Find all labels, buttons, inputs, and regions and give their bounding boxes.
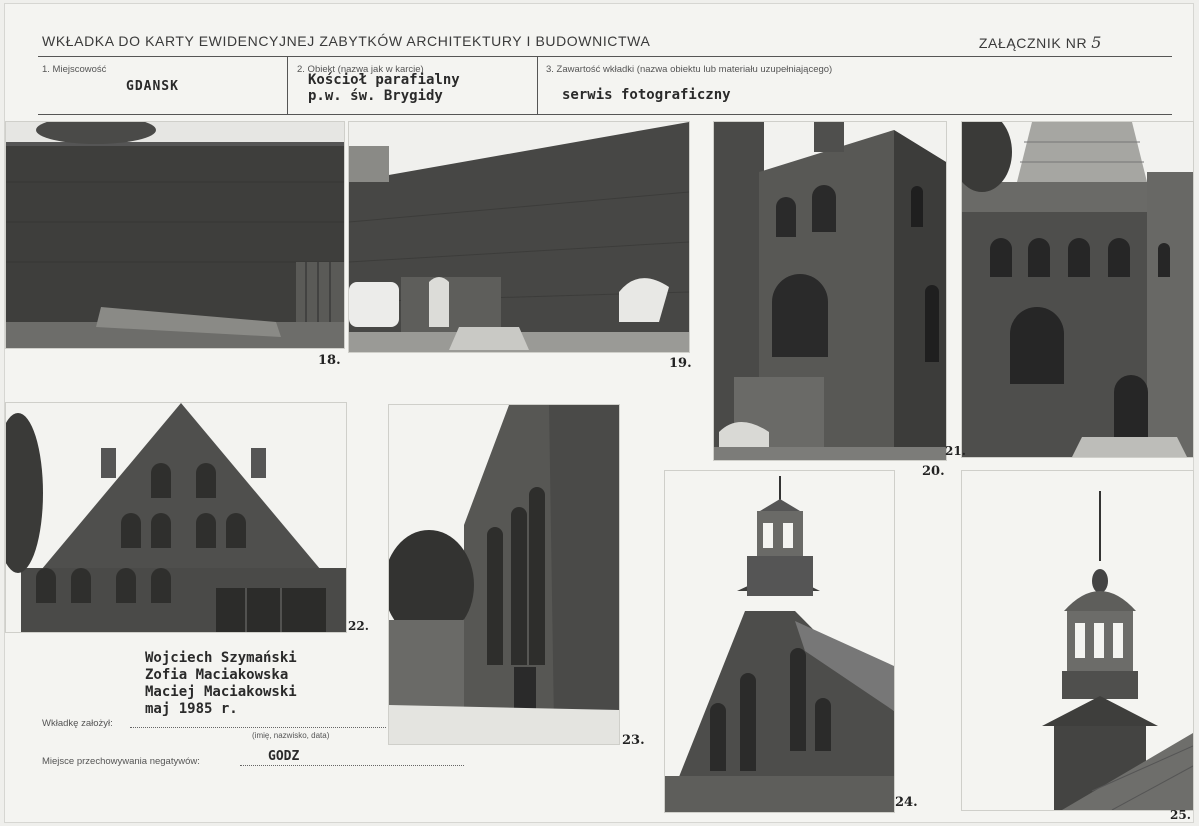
photo-number-23: 23.	[622, 733, 645, 748]
author-line-1: Wojciech Szymański	[145, 650, 297, 666]
author-line-2: Zofia Maciakowska	[145, 667, 289, 683]
authors-block	[145, 650, 297, 718]
author-line-3: Maciej Maciakowski	[145, 684, 297, 700]
photo-number-22: 22.	[348, 619, 369, 633]
photo-21	[961, 121, 1194, 458]
header-divider-1	[287, 56, 288, 114]
storage-value: GODZ	[268, 749, 300, 764]
object-value-line1: Kościoł parafialny	[308, 72, 460, 88]
header-rule-bottom	[38, 114, 1172, 115]
contents-label: 3. Zawartość wkładki (nazwa obiektu lub materiału uzupełniającego)	[546, 64, 833, 75]
storage-label: Miejsce przechowywania negatywów:	[42, 756, 200, 767]
photo-number-25: 25.	[1170, 808, 1191, 822]
photo-18	[5, 121, 345, 349]
annex-label	[979, 33, 1102, 52]
object-value-line2: p.w. św. Brygidy	[308, 88, 443, 104]
contents-value: serwis fotograficzny	[562, 87, 731, 103]
photo-25	[961, 470, 1194, 811]
created-by-hint: (imię, nazwisko, data)	[252, 731, 330, 740]
object-label: 2. Obiekt (nazwa jak w karcie)	[297, 64, 424, 75]
header-divider-2	[537, 56, 538, 114]
header-rule-top	[38, 56, 1172, 57]
author-date: maj 1985 r.	[145, 701, 238, 717]
photo-24	[664, 470, 895, 813]
annex-number: 5	[1091, 33, 1102, 52]
annex-label-text: ZAŁĄCZNIK NR	[978, 35, 1088, 51]
photo-number-19: 19.	[669, 356, 692, 371]
photo-22	[5, 402, 347, 633]
photo-20	[713, 121, 947, 461]
storage-line	[240, 765, 464, 766]
created-by-label: Wkładkę założył:	[42, 718, 113, 729]
created-by-line	[130, 727, 386, 728]
photo-number-20: 20.	[922, 464, 945, 479]
locality-value: GDANSK	[126, 79, 179, 94]
photo-number-24: 24.	[895, 795, 918, 810]
photo-23	[388, 404, 620, 745]
photo-19	[348, 121, 690, 353]
photo-number-18: 18.	[318, 353, 341, 368]
photo-number-21: 21.	[945, 444, 966, 458]
locality-label: 1. Miejscowość	[42, 64, 107, 75]
page-title: WKŁADKA DO KARTY EWIDENCYJNEJ ZABYTKÓW ARCHITEKTURY I BUDOWNICTWA	[42, 33, 651, 49]
